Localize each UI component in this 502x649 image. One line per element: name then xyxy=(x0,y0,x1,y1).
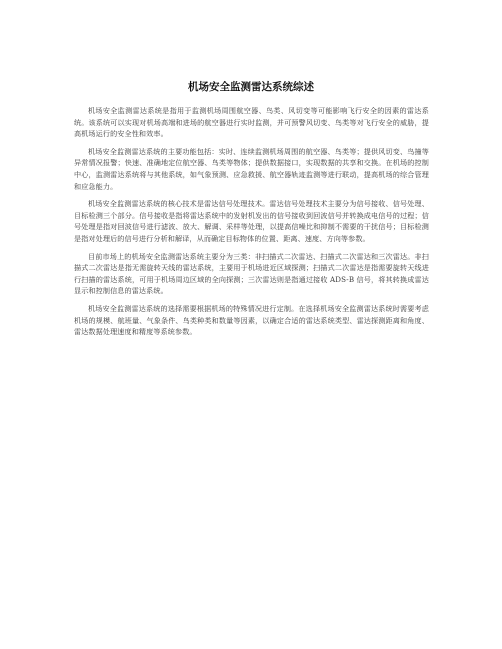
paragraph-5: 机场安全监测雷达系统的选择需要根据机场的特殊情况进行定制。在选择机场安全监测雷达系统时需要考虑机场的规模、航班量、气象条件、鸟类种类和数量等因素，以确定合适的雷达系统类型、雷达探测距离和角度、雷达数据处理速度和精度等系统参数。 xyxy=(74,303,429,337)
paragraph-3: 机场安全监测雷达系统的核心技术是雷达信号处理技术。雷达信号处理技术主要分为信号接收、信号处理、目标检测三个部分。信号接收是指将雷达系统中的发射机发出的信号接收到回波信号并转换成电信号的过程；信号处理是指对回波信号进行滤波、放大、解调、采样等处理，以提高信噪比和抑制不需要的干扰信号；目标检测是指对处理后的信号进行分析和解译，从而确定目标物体的位置、距离、速度、方向等参数。 xyxy=(74,199,429,243)
paragraph-4: 目前市场上的机场安全监测雷达系统主要分为三类：非扫描式二次雷达、扫描式二次雷达和三次雷达。非扫描式二次雷达是指无需旋转天线的雷达系统，主要用于机场进近区域探测；扫描式二次雷达是指需要旋转天线进行扫描的雷达系统，可用于机场周边区域的全向探测；三次雷达则是指通过接收 ADS-B 信号，将其转换成雷达显示和控制信息的雷达系统。 xyxy=(74,251,429,296)
paragraph-1: 机场安全监测雷达系统是指用于监测机场周围航空器、鸟类、风切变等可能影响飞行安全的因素的雷达系统。该系统可以实现对机场高端和进场的航空器进行实时监测，并可预警风切变、鸟类等对飞行安全的威胁，提高机场运行的安全性和效率。 xyxy=(74,106,429,139)
paragraph-2: 机场安全监测雷达系统的主要功能包括：实时、连续监测机场周围的航空器、鸟类等；提供风切变、鸟撞等异常情况报警；快速、准确地定位航空器、鸟类等物体；提供数据接口，实现数据的共享和交换。在机场的控制中心，监测雷达系统将与其他系统，如气象预测、应急救援、航空器轨迹监测等进行联动，提高机场的综合管理和应急能力。 xyxy=(74,146,429,191)
document-title: 机场安全监测雷达系统综述 xyxy=(188,81,314,93)
document-body xyxy=(74,105,429,344)
